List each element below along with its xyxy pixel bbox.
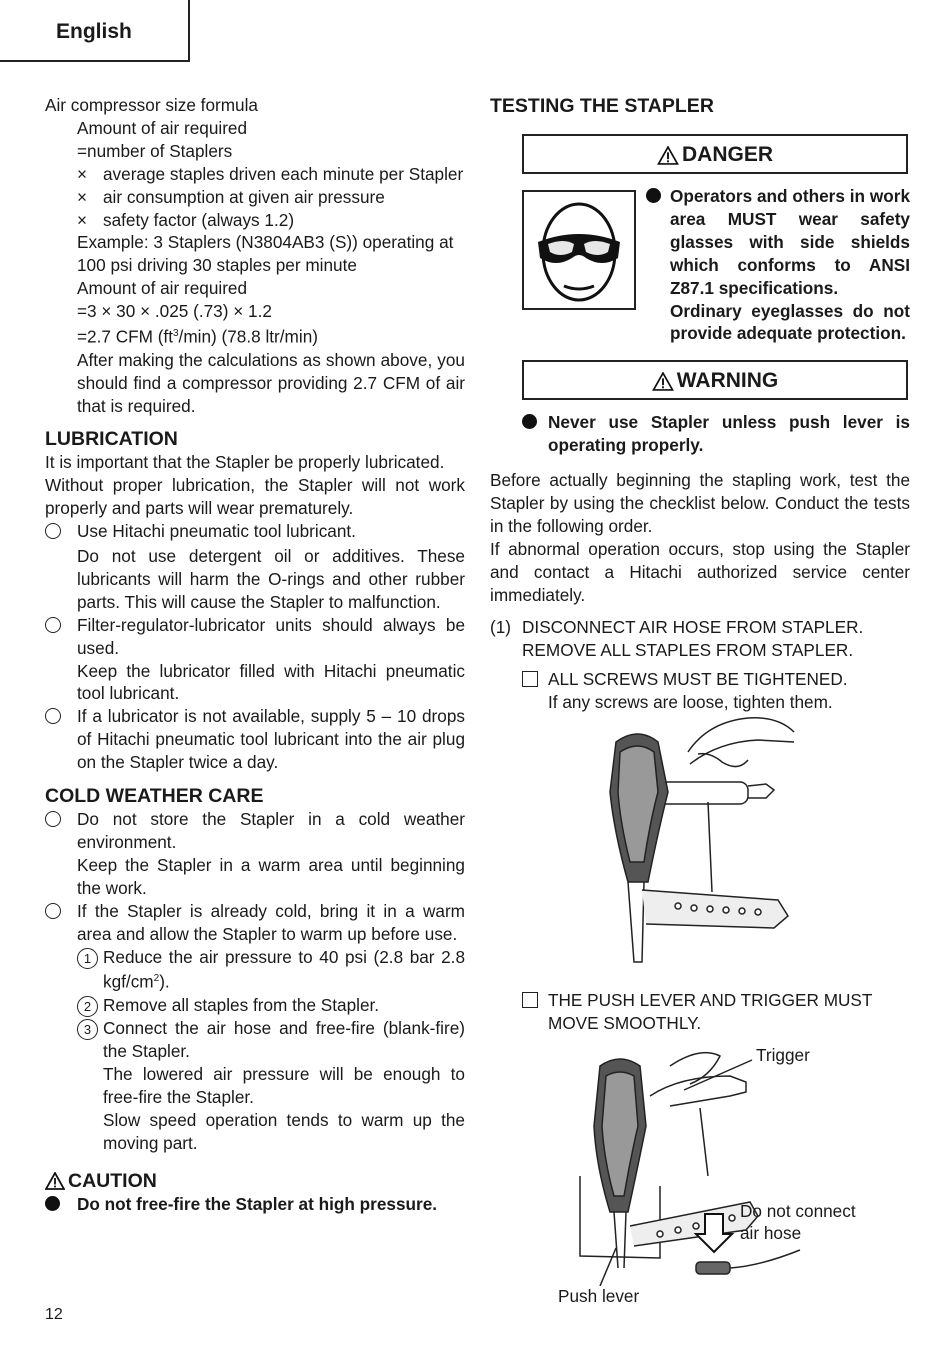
- factor-row: [45, 186, 465, 209]
- list-item: If a lubricator is not available, supply 5 – 10 drops of Hitachi pneumatic tool lubricant into the air plug on the Stapler twice a day.: [45, 705, 465, 774]
- no-hose-label: Do not connect air hose: [740, 1201, 856, 1243]
- step-marker: (1): [490, 617, 512, 638]
- left-column: [45, 94, 465, 1216]
- stapler-trigger-illustration: [560, 1036, 810, 1286]
- warning-item: Never use Stapler unless push lever is operating properly.: [522, 411, 910, 457]
- danger-banner: DANGER: [522, 134, 908, 174]
- air-hose-plug-icon: [696, 1250, 800, 1274]
- testing-abnormal: If abnormal operation occurs, stop using the Stapler and contact a Hitachi authorized service center immediately.: [490, 538, 910, 605]
- filled-bullet-icon: [45, 1196, 60, 1211]
- caution-heading: CAUTION: [45, 1169, 465, 1193]
- air-formula-title: Air compressor size formula: [45, 95, 258, 115]
- page-number: 12: [45, 1306, 63, 1323]
- factor-row: [45, 209, 465, 232]
- circle-bullet-icon: [45, 903, 61, 919]
- step-number-2: 2: [77, 996, 98, 1017]
- step-number-3: 3: [77, 1019, 98, 1040]
- list-item: Use Hitachi pneumatic tool lubricant.: [45, 520, 465, 545]
- filled-bullet-icon: [522, 414, 537, 429]
- cold-weather-heading: COLD WEATHER CARE: [45, 785, 264, 808]
- danger-text-block: [646, 185, 910, 345]
- testing-body: [490, 469, 910, 714]
- list-item-note: Do not use detergent oil or additives. These lubricants will harm the O-rings and other rubber parts. This will cause the Stapler to malfunction.: [77, 546, 465, 612]
- factor-text: average staples driven each minute per Stapler: [103, 163, 464, 184]
- factor-text: safety factor (always 1.2): [103, 209, 295, 230]
- warning-text-block: [522, 411, 910, 457]
- circle-bullet-icon: [45, 708, 61, 724]
- list-item: Filter-regulator-lubricator units should always be used.: [45, 614, 465, 660]
- checklist-item-2: [522, 989, 910, 1035]
- times-mark: ×: [77, 186, 88, 207]
- filled-bullet-icon: [646, 188, 661, 203]
- calc-line-2: =2.7 CFM $(ft^3/\min)$ (78.8 ltr/min): [77, 326, 318, 347]
- danger-note: Ordinary eyeglasses do not provide adequate protection.: [670, 300, 910, 344]
- lubrication-intro: Without proper lubrication, the Stapler will not work properly and parts will wear prematurely.: [45, 475, 465, 519]
- push-lever-label: Push lever: [558, 1286, 640, 1306]
- checkbox-icon: [522, 992, 538, 1008]
- example-text: Example: 3 Staplers (N3804AB3 (S)) operating at 100 psi driving 30 staples per minute: [77, 232, 454, 276]
- air-formula-line: Amount of air required: [77, 117, 248, 138]
- step-note: Slow speed operation tends to warm up the moving part.: [103, 1109, 465, 1153]
- step-number-1: 1: [77, 948, 98, 969]
- numbered-step: 2 Remove all staples from the Stapler.: [45, 994, 465, 1017]
- trigger-label: Trigger: [756, 1045, 810, 1065]
- lubrication-heading: LUBRICATION: [45, 428, 178, 451]
- numbered-step: 1 Reduce the air pressure to 40 psi (2.8 bar 2.8 kgf/$cm^2$).: [45, 946, 465, 995]
- calc-line-1: =3 × 30 × .025 (.73) × 1.2: [77, 301, 272, 322]
- circle-bullet-icon: [45, 523, 61, 539]
- list-item: Do not store the Stapler in a cold weather environment.: [45, 808, 465, 854]
- times-mark: ×: [77, 209, 88, 230]
- amount-text: Amount of air required: [77, 278, 248, 299]
- checkbox-icon: [522, 671, 538, 687]
- testing-heading: TESTING THE STAPLER: [490, 95, 714, 117]
- step-note: The lowered air pressure will be enough to free-fire the Stapler.: [103, 1063, 465, 1107]
- list-item-note: Keep the lubricator filled with Hitachi pneumatic tool lubricant.: [77, 660, 465, 704]
- test-step: (1) DISCONNECT AIR HOSE FROM STAPLER. REMOVE ALL STAPLES FROM STAPLER.: [490, 617, 864, 661]
- testing-intro: Before actually beginning the stapling work, test the Stapler by using the checklist below. Conduct the tests in the following order.: [490, 470, 910, 536]
- checklist-item: THE PUSH LEVER AND TRIGGER MUST MOVE SMOOTHLY.: [522, 989, 910, 1035]
- caution-item: Do not free-fire the Stapler at high pressure.: [45, 1193, 465, 1217]
- language-label: English: [56, 20, 132, 43]
- factor-row: [45, 163, 465, 186]
- air-formula-line: =number of Staplers: [77, 140, 233, 161]
- right-column: [490, 94, 910, 118]
- stapler-hand-illustration: [598, 712, 798, 974]
- warning-triangle-icon: [657, 146, 679, 165]
- factor-text: air consumption at given air pressure: [103, 186, 385, 207]
- safety-glasses-icon: [522, 190, 636, 310]
- list-item-note: Keep the Stapler in a warm area until beginning the work.: [77, 854, 465, 898]
- times-mark: ×: [77, 163, 88, 184]
- lubrication-intro: It is important that the Stapler be properly lubricated.: [45, 452, 445, 473]
- circle-bullet-icon: [45, 811, 61, 827]
- warning-triangle-icon: [652, 372, 674, 391]
- warning-banner: WARNING: [522, 360, 908, 400]
- danger-item: Operators and others in work area MUST wear safety glasses with side shields which conforms to ANSI Z87.1 specifications.: [646, 185, 910, 300]
- circle-bullet-icon: [45, 617, 61, 633]
- after-calc-text: After making the calculations as shown above, you should find a compressor providing 2.7 CFM of air that is required.: [77, 349, 465, 416]
- warning-triangle-icon: [45, 1172, 65, 1190]
- numbered-step: 3 Connect the air hose and free-fire (blank-fire) the Stapler.: [45, 1017, 465, 1063]
- language-tab: [0, 0, 190, 62]
- list-item: If the Stapler is already cold, bring it in a warm area and allow the Stapler to warm up before use.: [45, 900, 465, 946]
- checklist-item: ALL SCREWS MUST BE TIGHTENED. If any screws are loose, tighten them.: [490, 668, 910, 714]
